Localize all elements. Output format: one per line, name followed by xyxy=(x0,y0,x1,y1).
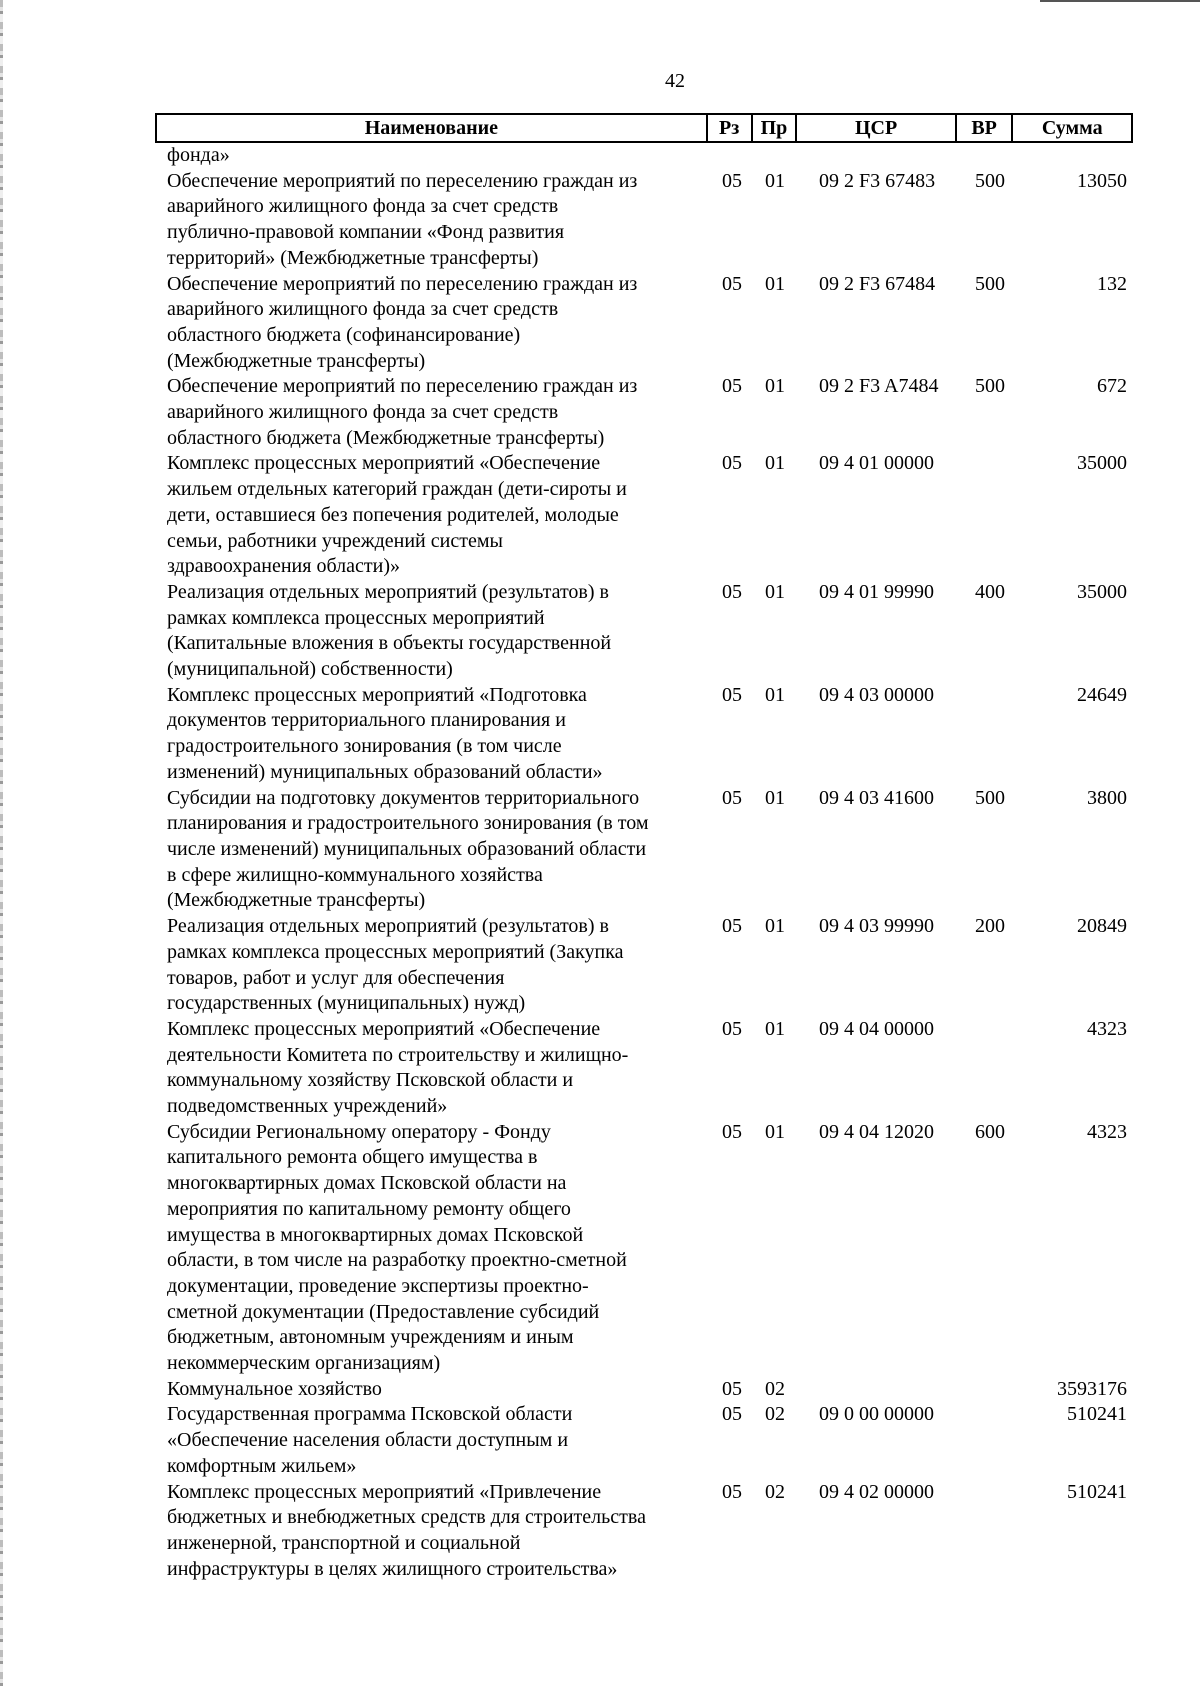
header-vr: ВР xyxy=(957,115,1014,141)
row-vr: 600 xyxy=(975,1120,1005,1143)
row-name: Комплекс процессных мероприятий «Обеспечение деятельности Комитета по строительству и жилищно- коммунальному хозяйству Псковской области и подведомственных учреждений» xyxy=(167,1017,629,1118)
table-row xyxy=(167,272,1137,375)
row-vr: 500 xyxy=(975,272,1005,295)
table-row xyxy=(167,451,1137,580)
row-sum: 3593176 xyxy=(1057,1377,1127,1400)
header-sum: Сумма xyxy=(1041,117,1103,139)
row-vr: 200 xyxy=(975,915,1005,938)
row-sum: 13050 xyxy=(1077,169,1127,192)
row-vr: 400 xyxy=(975,580,1005,603)
row-rz: 05 xyxy=(722,580,742,603)
row-sum: 510241 xyxy=(1067,1403,1127,1426)
header-rz: Рз xyxy=(708,115,753,141)
row-csr: 09 4 03 99990 xyxy=(819,915,934,938)
row-rz: 05 xyxy=(722,683,742,706)
table-row xyxy=(167,1402,1137,1479)
row-name: Комплекс процессных мероприятий «Обеспечение жильем отдельных категорий граждан (дети-сироты и дети, оставшиеся без попечения родителей, молодые семьи, работники учреждений системы здравоохранения области)» xyxy=(167,452,627,578)
table-row xyxy=(167,1377,1137,1403)
row-rz: 05 xyxy=(722,786,742,809)
row-pr: 01 xyxy=(765,1120,785,1143)
row-csr: 09 4 04 12020 xyxy=(819,1120,934,1143)
row-rz: 05 xyxy=(722,452,742,475)
row-rz: 05 xyxy=(722,1120,742,1143)
header-pr: Пр xyxy=(753,115,798,141)
row-pr: 01 xyxy=(765,452,785,475)
row-pr: 01 xyxy=(765,915,785,938)
table-header xyxy=(155,113,1133,143)
row-name: Коммунальное хозяйство xyxy=(167,1377,382,1400)
row-pr: 01 xyxy=(765,786,785,809)
row-name: Государственная программа Псковской области «Обеспечение населения области доступным и комфортным жильем» xyxy=(167,1403,573,1477)
row-csr: 09 2 F3 A7484 xyxy=(819,375,939,398)
table-row xyxy=(167,1017,1137,1120)
row-name: Субсидии Региональному оператору - Фонду капитального ремонта общего имущества в многоквартирных домах Псковской области на мероприятия по капитальному ремонту общего имущества в многоквартирных домах Псковской области, в том числе на разработку проектно-сметной документации, проведение экспертизы проектно- сметной документации (Предоставление субсидий бюджетным, автономным учреждениям и иным некоммерческим организациям) xyxy=(167,1120,627,1375)
page-number: 42 xyxy=(665,70,685,92)
row-name: Обеспечение мероприятий по переселению граждан из аварийного жилищного фонда за счет средств областного бюджета (софинансирование) (Межбюджетные трансферты) xyxy=(167,272,638,372)
row-rz: 05 xyxy=(722,1480,742,1503)
row-csr: 09 2 F3 67483 xyxy=(819,169,936,192)
row-sum: 672 xyxy=(1097,375,1127,398)
row-name: Реализация отдельных мероприятий (результатов) в рамках комплекса процессных мероприятий (Капитальные вложения в объекты государственной (муниципальной) собственности) xyxy=(167,580,612,681)
header-name: Наименование xyxy=(157,115,708,141)
row-pr: 01 xyxy=(765,683,785,706)
row-sum: 3800 xyxy=(1087,786,1127,809)
row-name: Обеспечение мероприятий по переселению граждан из аварийного жилищного фонда за счет средств публично-правовой компании «Фонд развития территорий» (Межбюджетные трансферты) xyxy=(167,169,638,269)
row-pr: 02 xyxy=(765,1480,785,1503)
row-rz: 05 xyxy=(722,375,742,398)
row-vr: 500 xyxy=(975,169,1005,192)
row-name: Обеспечение мероприятий по переселению граждан из аварийного жилищного фонда за счет средств областного бюджета (Межбюджетные трансферты) xyxy=(167,375,638,449)
row-name: Реализация отдельных мероприятий (результатов) в рамках комплекса процессных мероприятий (Закупка товаров, работ и услуг для обеспечения государственных (муниципальных) нужд) xyxy=(167,915,624,1015)
table-row xyxy=(167,914,1137,1017)
row-sum: 510241 xyxy=(1067,1480,1127,1503)
row-pr: 01 xyxy=(765,272,785,295)
row-pr: 01 xyxy=(765,1017,785,1040)
table-row xyxy=(167,786,1137,915)
row-sum: 4323 xyxy=(1087,1017,1127,1040)
row-sum: 35000 xyxy=(1077,452,1127,475)
row-rz: 05 xyxy=(722,1017,742,1040)
row-csr: 09 4 04 00000 xyxy=(819,1017,934,1040)
row-rz: 05 xyxy=(722,1403,742,1426)
row-csr: 09 4 01 00000 xyxy=(819,452,934,475)
table-row xyxy=(167,1480,1137,1583)
row-rz: 05 xyxy=(722,1377,742,1400)
row-sum: 4323 xyxy=(1087,1120,1127,1143)
table-row xyxy=(167,1120,1137,1377)
row-vr: 500 xyxy=(975,786,1005,809)
header-csr: ЦСР xyxy=(797,115,956,141)
row-pr: 02 xyxy=(765,1377,785,1400)
row-sum: 35000 xyxy=(1077,580,1127,603)
row-csr: 09 4 03 00000 xyxy=(819,683,934,706)
row-name: Субсидии на подготовку документов территориального планирования и градостроительного зонирования (в том числе изменений) муниципальных образований области в сфере жилищно-коммунального хозяйства (Межбюджетные трансферты) xyxy=(167,786,649,912)
row-csr: 09 4 03 41600 xyxy=(819,786,934,809)
table-row xyxy=(167,374,1137,451)
scan-edge-top xyxy=(1040,0,1200,2)
row-sum: 20849 xyxy=(1077,915,1127,938)
row-vr: 500 xyxy=(975,375,1005,398)
row-name: фонда» xyxy=(167,144,230,166)
table-row xyxy=(167,169,1137,272)
row-rz: 05 xyxy=(722,169,742,192)
row-pr: 01 xyxy=(765,375,785,398)
row-csr: 09 2 F3 67484 xyxy=(819,272,936,295)
table-row xyxy=(167,683,1137,786)
row-pr: 01 xyxy=(765,580,785,603)
row-pr: 02 xyxy=(765,1403,785,1426)
table-row xyxy=(167,143,1137,169)
row-sum: 132 xyxy=(1097,272,1127,295)
row-rz: 05 xyxy=(722,915,742,938)
row-csr: 09 0 00 00000 xyxy=(819,1403,934,1426)
row-name: Комплекс процессных мероприятий «Подготовка документов территориального планирования и градостроительного зонирования (в том числе изменений) муниципальных образований области» xyxy=(167,683,603,783)
row-csr: 09 4 02 00000 xyxy=(819,1480,934,1503)
row-pr: 01 xyxy=(765,169,785,192)
row-sum: 24649 xyxy=(1077,683,1127,706)
table-body xyxy=(167,143,1137,1582)
table-row xyxy=(167,580,1137,683)
row-csr: 09 4 01 99990 xyxy=(819,580,934,603)
scan-edge-left xyxy=(0,0,3,1686)
row-name: Комплекс процессных мероприятий «Привлечение бюджетных и внебюджетных средств для строительства инженерной, транспортной и социальной инфраструктуры в целях жилищного строительства» xyxy=(167,1480,646,1580)
row-rz: 05 xyxy=(722,272,742,295)
